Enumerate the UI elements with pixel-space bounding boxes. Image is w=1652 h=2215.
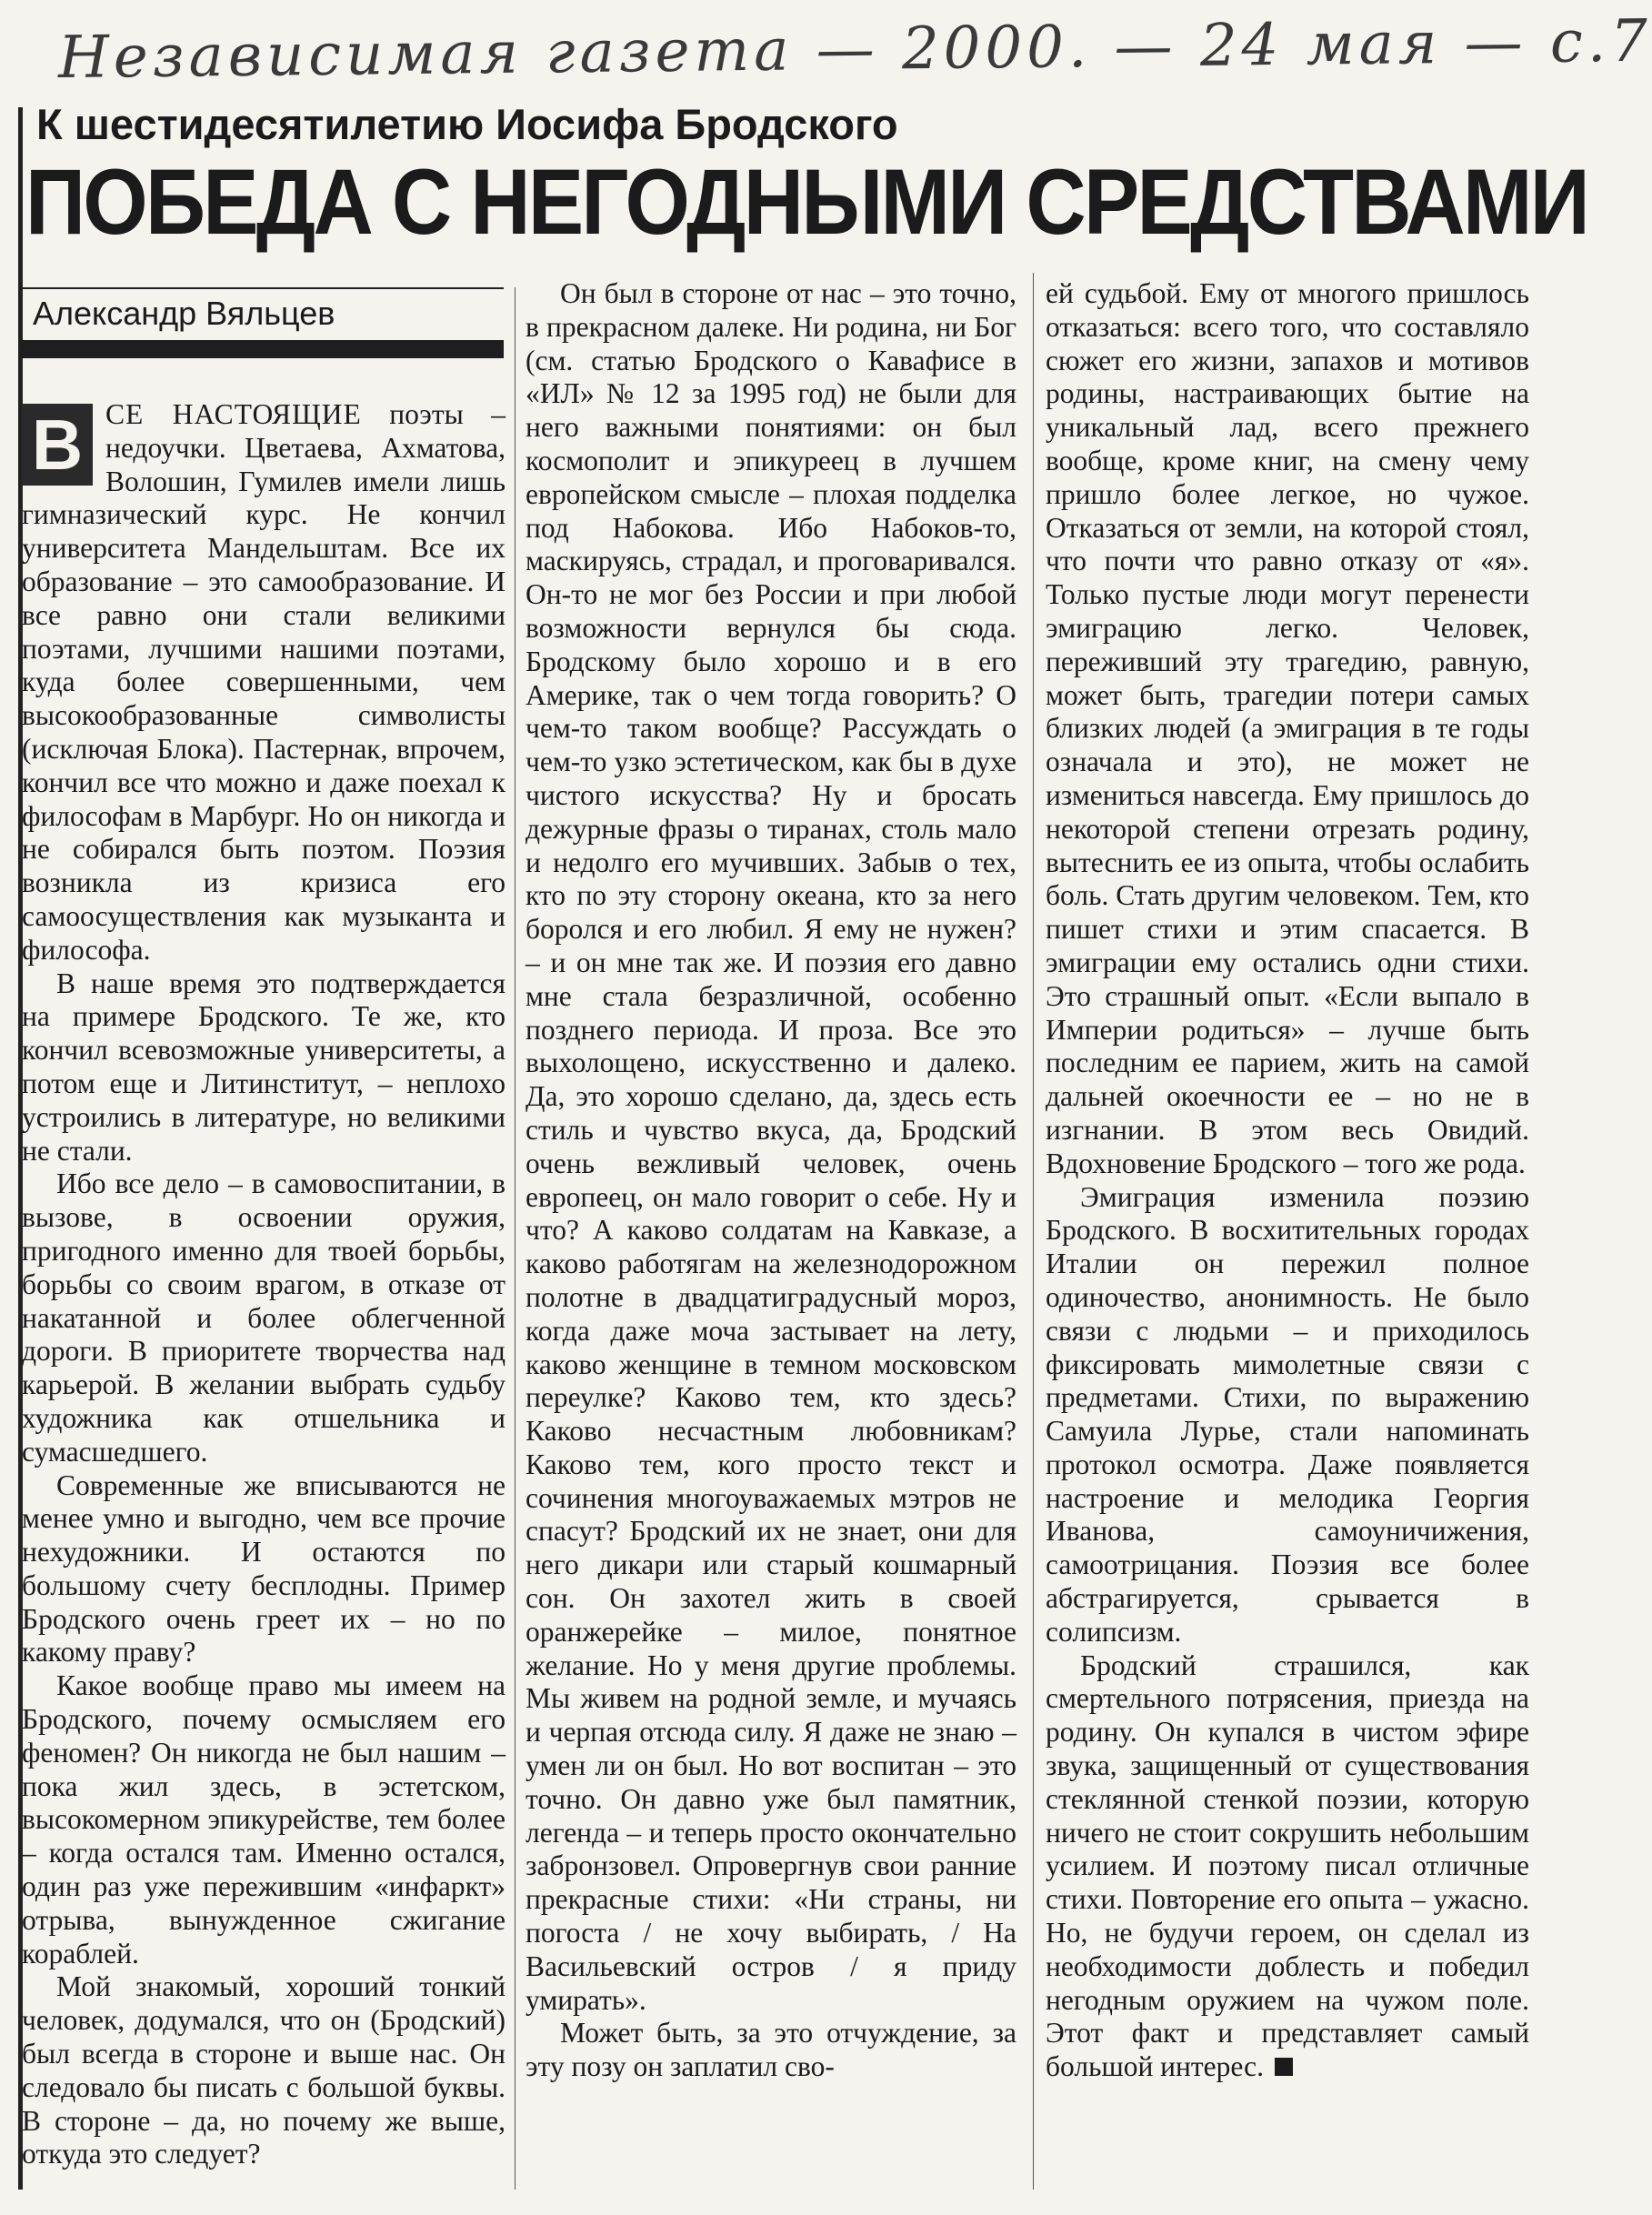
article-column-3 (1046, 277, 1530, 2083)
author-rule-bottom (20, 340, 504, 358)
author-name: Александр Вяльцев (33, 295, 335, 332)
paragraph-1-6: Мой знакомый, хороший тонкий человек, додумался, что он (Бродский) был всегда в стороне и выше нас. Он следовало бы писать с большой буквы. В стороне – да, но почему же выше, откуда это следует? (22, 1970, 506, 2170)
column-divider-2 (1033, 273, 1034, 2190)
paragraph-1-4: Современные же вписываются не менее умно и выгодно, чем все прочие нехудожники. И остаются по большому счету бесплодны. Пример Бродского очень греет их – но по какому праву? (22, 1468, 506, 1669)
paragraph-1-1 (22, 398, 506, 967)
article-column-2 (526, 277, 1016, 2083)
paragraph-1-5: Какое вообще право мы имеем на Бродского, почему осмысляем его феномен? Он никогда не был нашим – пока жил здесь, в эстетском, высокомерном эпикурействе, тем более – когда остался там. Именно остался, один раз уже пережившим «инфаркт» отрыва, вынужденное сжигание кораблей. (22, 1669, 506, 1969)
column-divider-1 (515, 287, 516, 2190)
paragraph-3-1: ей судьбой. Ему от многого пришлось отказаться: всего того, что составляло сюжет его жизни, запахов и мотивов родины, настраивающих бытие на уникальный лад, всего прежнего вообще, кроме книг, на смену чему пришло более легкое, но чужое. Отказаться от земли, на которой стоял, что почти что равно отказу от «я». Только пустые люди могут перенести эмиграцию легко. Человек, переживший эту трагедию, равную, может быть, трагедии потери самых близких людей (а эмиграция в те годы означала и это), не может не измениться навсегда. Ему пришлось до некоторой степени отрезать родину, вытеснить ее из опыта, чтобы ослабить боль. Стать другим человеком. Тем, кто пишет стихи и этим спасается. В эмиграции ему остались одни стихи. Это страшный опыт. «Если выпало в Империи родиться» – лучше быть последним ее парием, жить на самой дальней окоечности ее – но не в изгнании. В этом весь Овидий. Вдохновение Бродского – того же рода. (1046, 277, 1530, 1179)
paragraph-2-2: Может быть, за это отчуждение, за эту позу он заплатил сво- (526, 2017, 1016, 2083)
dropcap-letter: В (22, 404, 93, 486)
paragraph-1-2: В наше время это подтверждается на примере Бродского. Те же, кто кончил всевозможные университеты, а потом еще и Литинститут, – неплохо устроились в литературе, но великими не стали. (22, 967, 506, 1167)
article-kicker: К шестидесятилетию Иосифа Бродского (36, 100, 898, 148)
paragraph-3-3 (1046, 1649, 1529, 2084)
author-block (20, 287, 504, 358)
end-of-article-mark (1275, 2058, 1293, 2076)
paragraph-1-3: Ибо все дело – в самовоспитании, в вызове, в освоении оружия, пригодного именно для твоей борьбы, борьбы со своим врагом, в отказе от накатанной и более облегченной дороги. В приоритете творчества над карьерой. В желании выбрать судьбу художника как отшельника и сумасшедшего. (22, 1168, 506, 1468)
article-column-1 (22, 398, 506, 2180)
article-headline: ПОБЕДА С НЕГОДНЫМИ СРЕДСТВАМИ (25, 150, 1588, 254)
paragraph-2-1: Он был в стороне от нас – это точно, в прекрасном далеке. Ни родина, ни Бог (см. статью Бродского о Кавафисе в «ИЛ» № 12 за 1995 год) не были для него важными понятиями: он был космополит и эпикуреец в лучшем европейском смысле – плохая подделка под Набокова. Ибо Набоков-то, маскируясь, страдал, и проговаривался. Он-то не мог без России и при любой возможности вернулся бы сюда. Бродскому было хорошо и в его Америке, так о чем тогда говорить? О чем-то таком вообще? Рассуждать о чем-то узко эстетическом, как бы в духе чистого искусства? Ну и бросать дежурные фразы о тиранах, столь мало и недолго его мучивших. Забыв о тех, кто по эту сторону океана, кто за него боролся и его любил. Я ему не нужен? – и он мне так же. И поэзия его давно мне стала безразличной, особенно позднего периода. И проза. Все это выхолощено, искусственно и далеко. Да, это хорошо сделано, да, здесь есть стиль и чувство вкуса, да, Бродский очень вежливый человек, очень европеец, он мало говорит о себе. Ну и что? А каково солдатам на Кавказе, а каково работягам на железнодорожном полотне в двадцатиградусный мороз, когда даже моча застывает на лету, каково женщине в темном московском переулке? Каково тем, кто здесь? Каково несчастным любовникам? Каково тем, кого просто текст и сочинения многоуважаемых мэтров не спасут? Бродский их не знает, они для него дикари или старый кошмарный сон. Он захотел жить в своей оранжерейке – милое, понятное желание. Но у меня другие проблемы. Мы живем на родной земле, и мучаясь и черпая отсюда силу. Я даже не знаю – умен ли он был. Но вот воспитан – это точно. Он давно уже был памятник, легенда – и теперь просто окончательно забронзовел. Опровергнув свои ранние прекрасные стихи: «Ни страны, ни погоста / не хочу выбирать, / На Васильевский остров / я приду умирать». (526, 277, 1016, 2016)
paragraph-text: Бродский страшился, как смертельного потрясения, приезда на родину. Он купался в чистом эфире звука, защищенный от существования стеклянной стенкой поэзии, которую ничего не стоит сокрушить небольшим усилием. И поэтому писал отличные стихи. Повторение его опыта – ужасно. Но, не будучи героем, он сделал из необходимости доблесть и победил негодным оружием на чужом поле. Этот факт и представляет самый большой интерес. (1046, 1649, 1529, 2083)
handwritten-source-note: Независимая газета — 2000. — 24 мая — с.7 (57, 7, 1652, 92)
paragraph-text: поэты – недоучки. Цветаева, Ахматова, Волошин, Гумилев имели лишь гимназический курс. Не кончил университета Мандельштам. Все их образование – это самообразование. И все равно они стали великими поэтами, лучшими нашими поэтами, куда более совершенными, чем высокообразованные символисты (исключая Блока). Пастернак, впрочем, кончил все что можно и даже поехал к философам в Марбург. Но он никогда и не собирался быть поэтом. Поэзия возникла из кризиса его самоосуществления как музыканта и философа. (22, 398, 506, 966)
paragraph-3-2: Эмиграция изменила поэзию Бродского. В восхитительных городах Италии он пережил полное одиночество, анонимность. Не было связи с людьми – и приходилось фиксировать мимолетные связи с предметами. Стихи, по выражению Самуила Лурье, стали напоминать протокол осмотра. Даже появляется настроение и мелодика Георгия Иванова, самоуничижения, самоотрицания. Поэзия все более абстрагируется, срывается в солипсизм. (1046, 1180, 1529, 1648)
lead-in-caps: СЕ НАСТОЯЩИЕ (105, 398, 362, 430)
